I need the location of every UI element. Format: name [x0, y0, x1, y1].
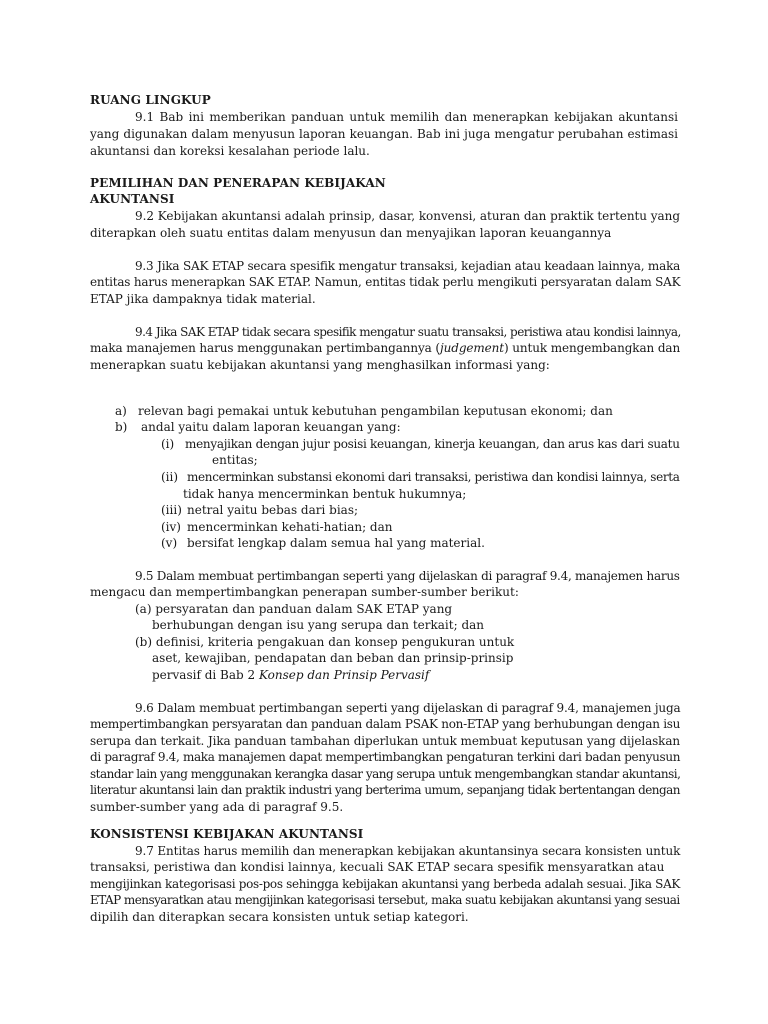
paragraph-9-4-line: 9.4 Jika SAK ETAP tidak secara spesifik mengatur suatu transaksi, peristiwa atau kondisi lainnya,	[135, 325, 681, 339]
paragraph-9-4-text: ) untuk mengembangkan dan	[504, 341, 681, 355]
paragraph-9-5-text: pervasif di Bab 2	[152, 668, 259, 682]
paragraph-9-2-line: diterapkan oleh suatu entitas dalam menyusun dan menyajikan laporan keuangannya	[90, 226, 612, 240]
paragraph-9-6-line: di paragraf 9.4, maka manajemen dapat mempertimbangkan pengaturan terkini dari badan penyusun	[90, 750, 681, 764]
sublist-item-iv: mencerminkan kehati-hatian; dan	[187, 520, 393, 534]
paragraph-9-6-line: standar lain yang menggunakan kerangka dasar yang serupa untuk mengembangkan standar akuntansi,	[90, 767, 681, 781]
sublist-label-v: (v)	[161, 536, 178, 550]
bab-2-title: Konsep dan Prinsip Pervasif	[258, 668, 430, 682]
sublist-item-ii: mencerminkan substansi ekonomi dari transaksi, peristiwa dan kondisi lainnya, serta	[187, 470, 680, 484]
sublist-label-iii: (iii)	[161, 503, 182, 517]
paragraph-9-3-line: ETAP jika dampaknya tidak material.	[90, 292, 316, 306]
paragraph-9-5-item-b: aset, kewajiban, pendapatan dan beban dan prinsip-prinsip	[152, 651, 514, 665]
sublist-label-ii: (ii)	[161, 470, 179, 484]
sublist-label-i: (i)	[161, 437, 175, 451]
paragraph-9-4-text: maka manajemen harus menggunakan pertimbangannya (	[90, 341, 441, 355]
paragraph-9-4-line: menerapkan suatu kebijakan akuntansi yang menghasilkan informasi yang:	[90, 358, 550, 372]
paragraph-9-5-item-b	[152, 667, 429, 684]
heading-pemilihan-line2: AKUNTANSI	[90, 192, 175, 206]
paragraph-9-3-line: 9.3 Jika SAK ETAP secara spesifik mengatur transaksi, kejadian atau keadaan lainnya, maka	[135, 259, 681, 273]
paragraph-9-6-line: literatur akuntansi lain dan praktik industri yang berterima umum, sepanjang tidak bertentangan dengan	[90, 783, 680, 797]
paragraph-9-7-line: 9.7 Entitas harus memilih dan menerapkan kebijakan akuntansinya secara konsisten untuk	[135, 844, 681, 858]
paragraph-9-1: 9.1 Bab ini memberikan panduan untuk memilih dan menerapkan kebijakan akuntansi yang digunakan dalam menyusun laporan keuangan. Bab ini juga mengatur perubahan estimasi akuntansi dan koreksi kesalahan periode lalu.	[90, 110, 678, 158]
paragraph-9-3-line: entitas harus menerapkan SAK ETAP. Namun, entitas tidak perlu mengikuti persyaratan dalam SAK	[90, 275, 681, 289]
list-item-b: andal yaitu dalam laporan keuangan yang:	[141, 420, 401, 434]
list-label-a: a)	[115, 404, 127, 418]
paragraph-9-7-line: dipilih dan diterapkan secara konsisten untuk setiap kategori.	[90, 910, 469, 924]
judgement-term: judgement	[440, 341, 504, 355]
list-item-a: relevan bagi pemakai untuk kebutuhan pengambilan keputusan ekonomi; dan	[138, 404, 613, 418]
paragraph-9-6-line: sumber-sumber yang ada di paragraf 9.5.	[90, 800, 344, 814]
paragraph-9-4-line	[90, 340, 680, 357]
paragraph-9-5-item-a: (a) persyaratan dan panduan dalam SAK ETAP yang	[135, 602, 453, 616]
sublist-item-i: entitas;	[212, 453, 258, 467]
paragraph-9-5-line: mengacu dan mempertimbangkan penerapan sumber-sumber berikut:	[90, 585, 519, 599]
list-label-b: b)	[115, 420, 128, 434]
paragraph-9-7-line: mengijinkan kategorisasi pos-pos sehingga kebijakan akuntansi yang berbeda adalah sesuai. Jika SAK	[90, 877, 681, 891]
paragraph-9-2-line: 9.2 Kebijakan akuntansi adalah prinsip, dasar, konvensi, aturan dan praktik tertentu yang	[135, 209, 680, 223]
paragraph-9-6-line: mempertimbangkan persyaratan dan panduan dalam PSAK non-ETAP yang berhubungan dengan isu	[90, 717, 681, 731]
heading-konsistensi: KONSISTENSI KEBIJAKAN AKUNTANSI	[90, 827, 364, 841]
paragraph-9-7-line: ETAP mensyaratkan atau mengijinkan kategorisasi tersebut, maka suatu kebijakan akuntansi yang sesuai	[90, 893, 680, 907]
sublist-label-iv: (iv)	[161, 520, 181, 534]
paragraph-9-5-item-b: (b) definisi, kriteria pengakuan dan konsep pengukuran untuk	[135, 635, 515, 649]
paragraph-9-7-line: transaksi, peristiwa dan kondisi lainnya, kecuali SAK ETAP secara spesifik mensyaratkan atau	[90, 860, 665, 874]
paragraph-9-6-line: serupa dan terkait. Jika panduan tambahan diperlukan untuk membuat keputusan yang dijelaskan	[90, 734, 681, 748]
sublist-item-iii: netral yaitu bebas dari bias;	[187, 503, 359, 517]
paragraph-9-5-line: 9.5 Dalam membuat pertimbangan seperti yang dijelaskan di paragraf 9.4, manajemen harus	[135, 569, 680, 583]
paragraph-9-5-item-a: berhubungan dengan isu yang serupa dan terkait; dan	[152, 618, 485, 632]
heading-ruang-lingkup: RUANG LINGKUP	[90, 93, 211, 107]
sublist-item-v: bersifat lengkap dalam semua hal yang material.	[187, 536, 485, 550]
sublist-item-ii: tidak hanya mencerminkan bentuk hukumnya;	[183, 487, 467, 501]
sublist-item-i: menyajikan dengan jujur posisi keuangan, kinerja keuangan, dan arus kas dari suatu	[185, 437, 680, 451]
paragraph-9-6-line: 9.6 Dalam membuat pertimbangan seperti yang dijelaskan di paragraf 9.4, manajemen juga	[135, 701, 681, 715]
heading-pemilihan-line1: PEMILIHAN DAN PENERAPAN KEBIJAKAN	[90, 176, 386, 190]
